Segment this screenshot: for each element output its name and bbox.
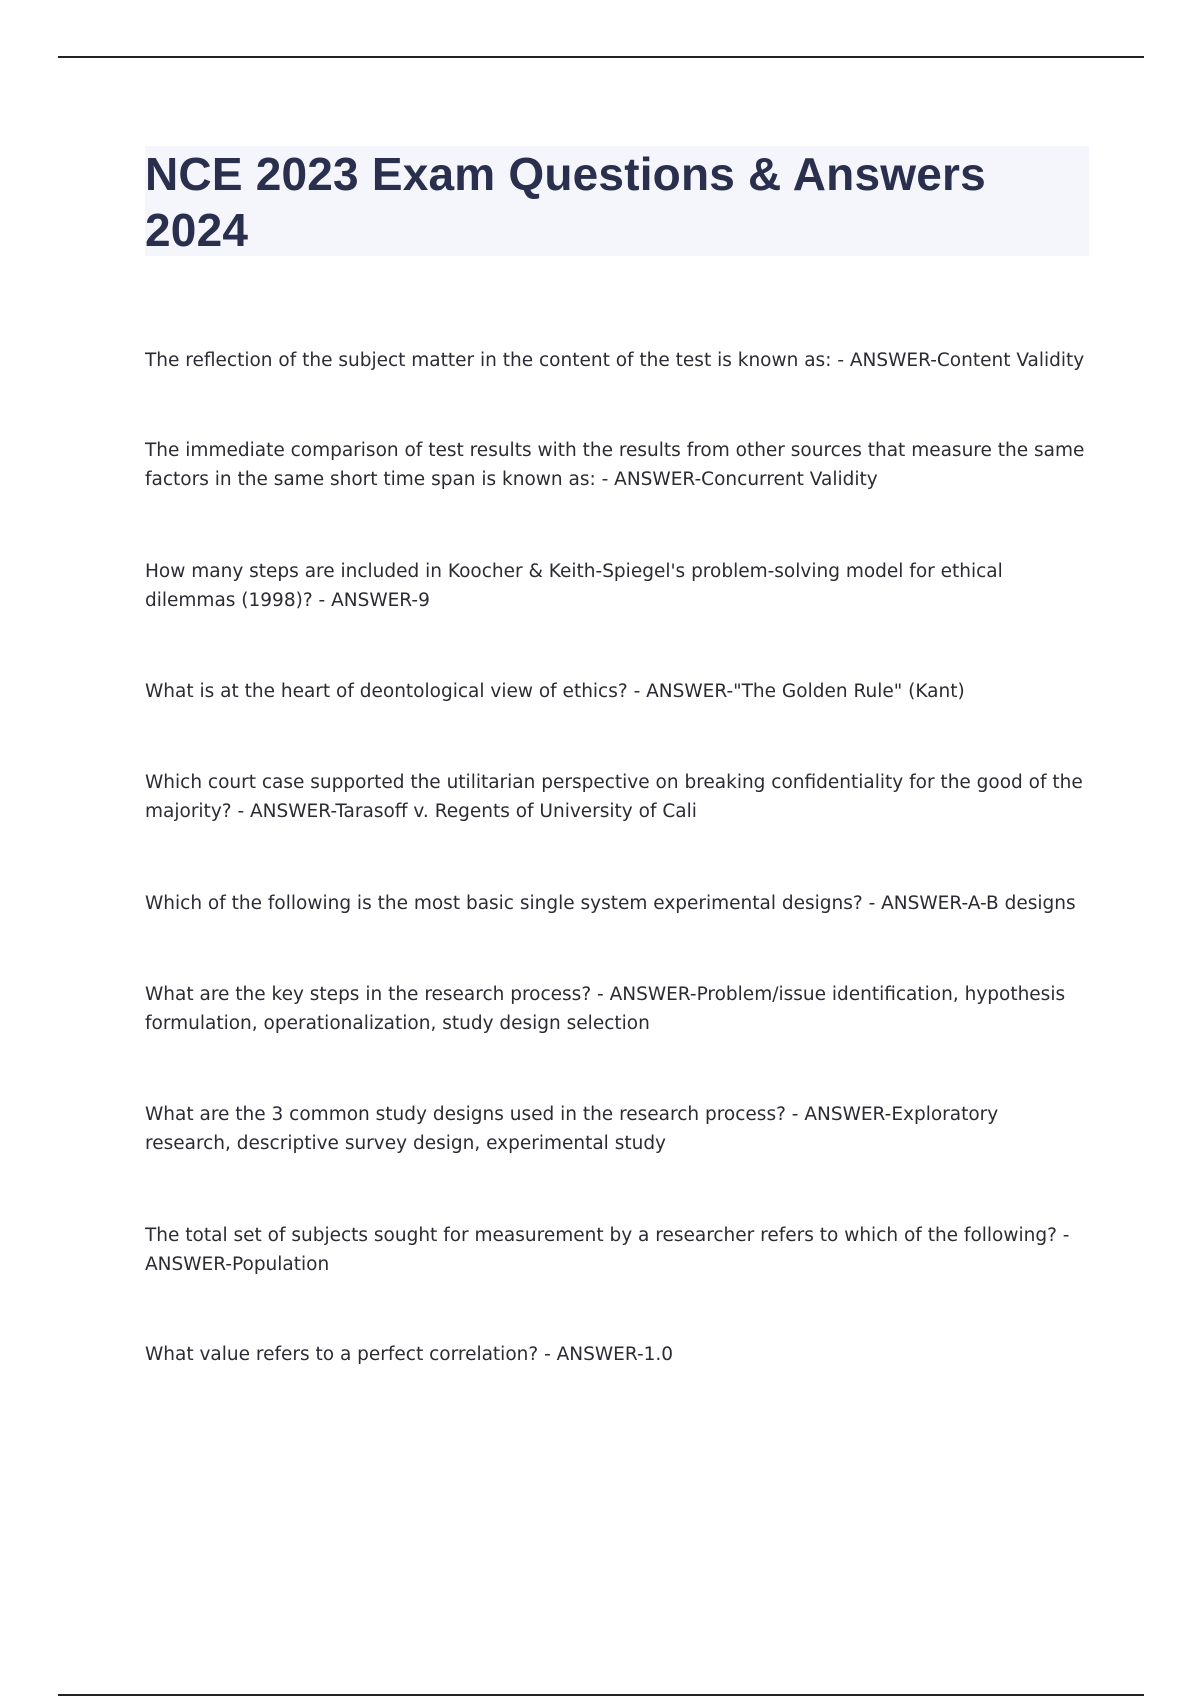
- qa-item: Which court case supported the utilitarian perspective on breaking confidentiality for the good of the majority? - ANSWER-Tarasoff v. Regents of University of Cali: [145, 772, 1083, 822]
- qa-item: What value refers to a perfect correlation? - ANSWER-1.0: [145, 1344, 674, 1365]
- qa-item: The total set of subjects sought for measurement by a researcher refers to which of the following? - ANSWER-Population: [145, 1225, 1070, 1275]
- qa-item: How many steps are included in Koocher & Keith-Spiegel's problem-solving model for ethical dilemmas (1998)? - ANSWER-9: [145, 561, 1003, 611]
- qa-item: What are the key steps in the research process? - ANSWER-Problem/issue identification, hypothesis formulation, operationalization, study design selection: [145, 984, 1066, 1034]
- title-block: [145, 146, 1089, 256]
- qa-item: What are the 3 common study designs used in the research process? - ANSWER-Exploratory research, descriptive survey design, experimental study: [145, 1104, 999, 1154]
- qa-item: The reflection of the subject matter in the content of the test is known as: - ANSWER-Content Validity: [145, 350, 1085, 371]
- bottom-rule: [58, 1694, 1144, 1696]
- qa-item: The immediate comparison of test results with the results from other sources that measure the same factors in the same short time span is known as: - ANSWER-Concurrent Validity: [145, 440, 1085, 490]
- top-rule: [58, 56, 1144, 58]
- qa-item: What is at the heart of deontological view of ethics? - ANSWER-"The Golden Rule" (Kant): [145, 681, 965, 702]
- document-title: NCE 2023 Exam Questions & Answers 2024: [145, 148, 986, 256]
- qa-item: Which of the following is the most basic single system experimental designs? - ANSWER-A-B designs: [145, 893, 1076, 914]
